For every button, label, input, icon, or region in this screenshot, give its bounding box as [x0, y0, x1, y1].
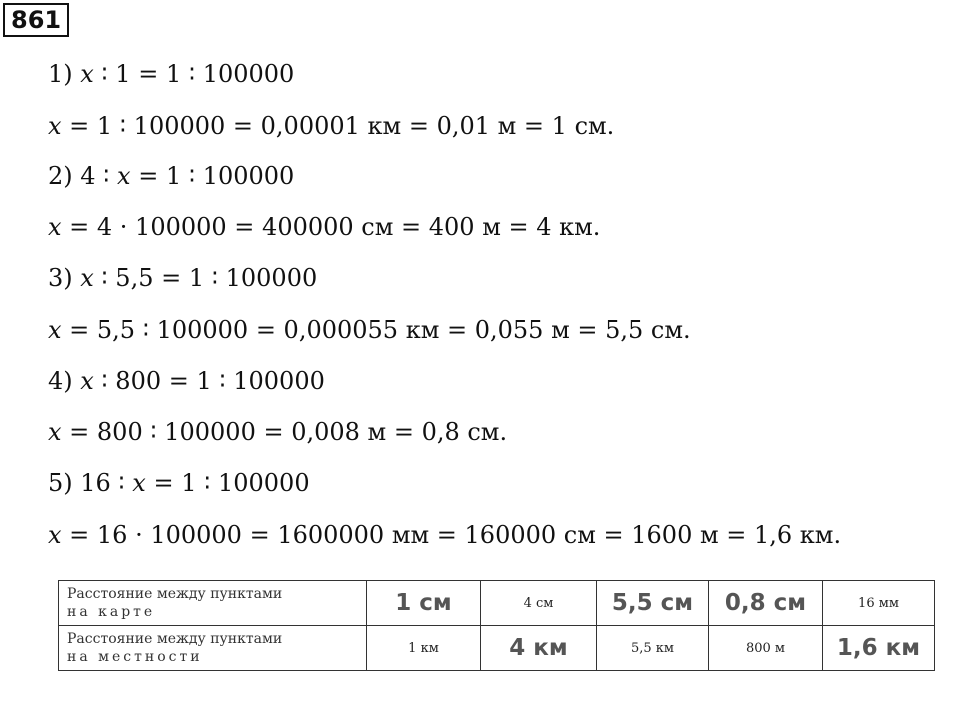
table-cell: 1 см: [367, 581, 481, 626]
row-label-terrain: [59, 626, 367, 671]
solution-line-3: 2) 4 ∶ 𝑥 = 1 ∶ 100000: [48, 162, 295, 190]
table-cell: 0,8 см: [709, 581, 823, 626]
solution-line-5: 3) 𝑥 ∶ 5,5 = 1 ∶ 100000: [48, 264, 318, 292]
table-cell: 800 м: [709, 626, 823, 671]
table-cell: 1 км: [367, 626, 481, 671]
solution-line-6: 𝑥 = 5,5 ∶ 100000 = 0,000055 км = 0,055 м = 5,5 см.: [48, 316, 691, 344]
solution-line-8: 𝑥 = 800 ∶ 100000 = 0,008 м = 0,8 см.: [48, 418, 508, 446]
solution-line-2: 𝑥 = 1 ∶ 100000 = 0,00001 км = 0,01 м = 1 см.: [48, 112, 615, 140]
row-label-map: [59, 581, 367, 626]
distance-table: [58, 580, 935, 671]
table-row-terrain: [59, 626, 935, 671]
table-cell: 16 мм: [823, 581, 935, 626]
row-label-line: Расстояние между пунктами: [67, 586, 283, 602]
table-cell: 4 км: [481, 626, 597, 671]
solution-line-4: 𝑥 = 4 · 100000 = 400000 см = 400 м = 4 км.: [48, 213, 601, 241]
row-label-line: на местности: [67, 649, 203, 665]
table-row-map: [59, 581, 935, 626]
solution-line-7: 4) 𝑥 ∶ 800 = 1 ∶ 100000: [48, 367, 325, 395]
row-label-line: Расстояние между пунктами: [67, 631, 283, 647]
row-label-line: на карте: [67, 604, 156, 620]
table-cell: 1,6 км: [823, 626, 935, 671]
table-cell: 5,5 см: [597, 581, 709, 626]
task-number: 861: [3, 3, 69, 37]
table-cell: 5,5 км: [597, 626, 709, 671]
solution-line-1: 1) 𝑥 ∶ 1 = 1 ∶ 100000: [48, 60, 295, 88]
solution-line-10: 𝑥 = 16 · 100000 = 1600000 мм = 160000 см = 1600 м = 1,6 км.: [48, 521, 842, 549]
solution-line-9: 5) 16 ∶ 𝑥 = 1 ∶ 100000: [48, 469, 310, 497]
table-cell: 4 см: [481, 581, 597, 626]
